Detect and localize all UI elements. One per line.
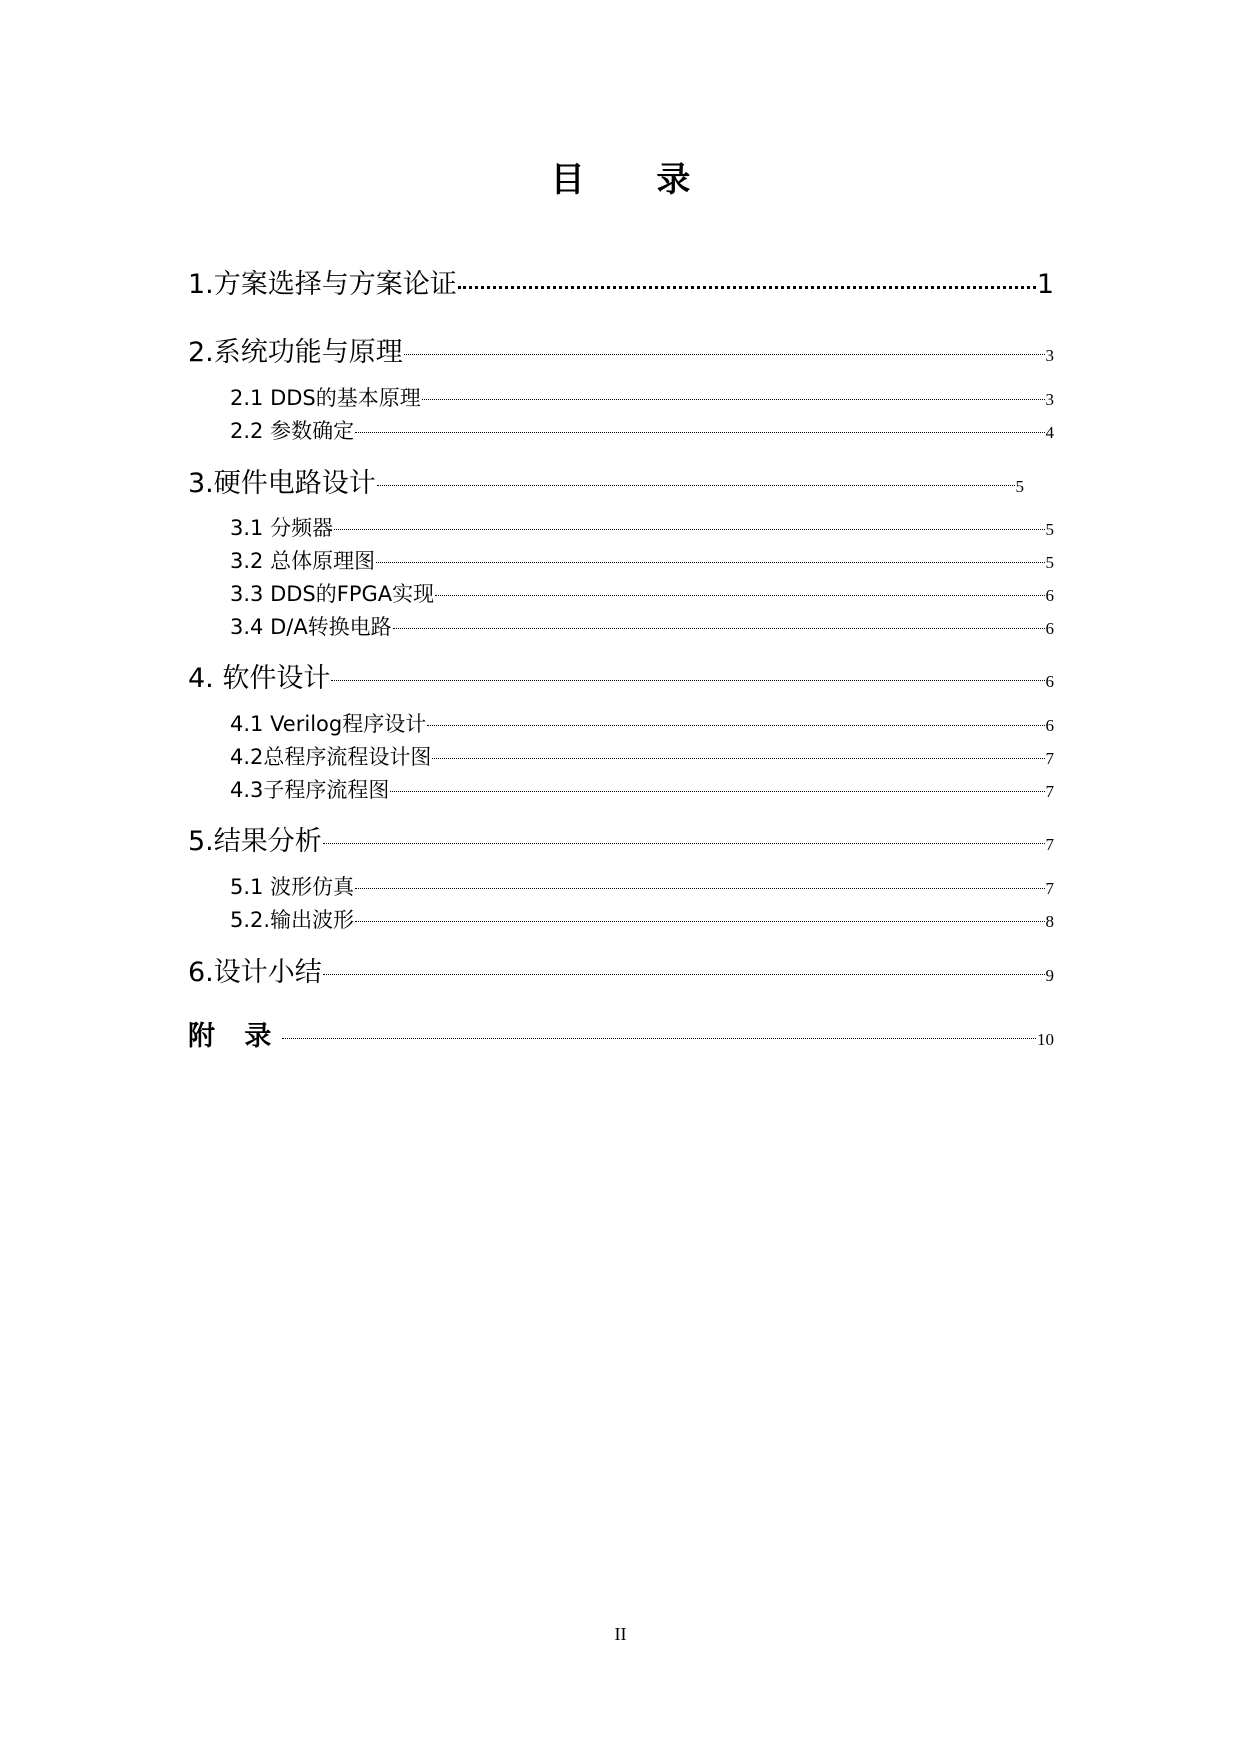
- toc-entry-page: 8: [1045, 912, 1054, 931]
- toc-dot-leader: [334, 514, 1044, 535]
- toc-entry-5-1[interactable]: [230, 871, 1054, 901]
- toc-entry-2[interactable]: [188, 330, 1054, 369]
- toc-entry-4-3[interactable]: [230, 774, 1054, 804]
- toc-dot-leader: [404, 334, 1045, 361]
- toc-entry-label: 4.2总程序流程设计图: [230, 745, 432, 769]
- toc-dot-leader: [323, 954, 1045, 981]
- toc-entry-label: 5.结果分析: [188, 826, 322, 857]
- toc-dot-leader: [355, 906, 1044, 927]
- toc-entry-label: 附 录: [188, 1021, 282, 1052]
- toc-entry-page: 1: [1036, 269, 1054, 300]
- toc-entry-label: 3.1 分频器: [230, 516, 334, 540]
- toc-entry-label: 4.3子程序流程图: [230, 778, 390, 802]
- toc-entry-5[interactable]: [188, 819, 1054, 858]
- toc-entry-page: 5: [1045, 520, 1054, 539]
- toc-dot-leader: [432, 743, 1044, 764]
- toc-entry-page: 3: [1045, 346, 1054, 365]
- toc-dot-leader: [323, 823, 1045, 850]
- toc-entry-2-2[interactable]: [230, 415, 1054, 445]
- toc-dot-leader: [435, 580, 1044, 601]
- toc-entry-4-1[interactable]: [230, 708, 1054, 738]
- toc-entry-page: 5: [1015, 477, 1024, 496]
- toc-dot-leader: [427, 710, 1044, 731]
- toc-entry-label: 3.4 D/A转换电路: [230, 615, 392, 639]
- toc-entry-1[interactable]: [188, 262, 1054, 301]
- toc-entry-5-2[interactable]: [230, 904, 1054, 934]
- toc-entry-appendix[interactable]: [188, 1014, 1054, 1053]
- toc-entry-page: 6: [1045, 619, 1054, 638]
- toc-entry-label: 4. 软件设计: [188, 663, 331, 694]
- toc-entry-3-3[interactable]: [230, 578, 1054, 608]
- toc-entry-label: 2.1 DDS的基本原理: [230, 386, 421, 410]
- toc-title: 目 录: [550, 160, 721, 200]
- toc-entry-label: 3.硬件电路设计: [188, 468, 376, 499]
- toc-entry-label: 3.2 总体原理图: [230, 549, 376, 573]
- toc-dot-leader: [377, 465, 1015, 492]
- toc-dot-leader: [355, 417, 1044, 438]
- toc-entry-label: 5.1 波形仿真: [230, 875, 355, 899]
- toc-entry-label: 1.方案选择与方案论证: [188, 269, 457, 300]
- page-number: II: [614, 1624, 627, 1644]
- toc-dot-leader: [376, 547, 1044, 568]
- toc-entry-3-4[interactable]: [230, 611, 1054, 641]
- toc-entry-3[interactable]: [188, 461, 1024, 500]
- toc-entry-page: 3: [1045, 390, 1054, 409]
- toc-entry-page: 6: [1045, 586, 1054, 605]
- toc-entry-label: 2.2 参数确定: [230, 419, 355, 443]
- toc-dot-leader: [393, 613, 1045, 634]
- toc-dot-leader: [282, 1018, 1036, 1045]
- toc-entry-4-2[interactable]: [230, 741, 1054, 771]
- toc-entry-label: 4.1 Verilog程序设计: [230, 712, 427, 736]
- toc-entry-page: 7: [1045, 749, 1054, 768]
- toc-dot-leader: [390, 776, 1044, 797]
- toc-entry-3-1[interactable]: [230, 512, 1054, 542]
- toc-entry-label: 5.2.输出波形: [230, 908, 355, 932]
- toc-dot-leader: [331, 660, 1044, 687]
- toc-entry-label: 6.设计小结: [188, 957, 322, 988]
- toc-entry-label: 3.3 DDS的FPGA实现: [230, 582, 435, 606]
- toc-dot-leader: [422, 384, 1045, 405]
- toc-entry-page: 6: [1045, 716, 1054, 735]
- toc-dot-leader: [355, 873, 1044, 894]
- toc-entry-3-2[interactable]: [230, 545, 1054, 575]
- toc-entry-4[interactable]: [188, 656, 1054, 695]
- toc-entry-page: 7: [1045, 835, 1054, 854]
- toc-entry-page: 7: [1045, 782, 1054, 801]
- toc-entry-label: 2.系统功能与原理: [188, 337, 403, 368]
- toc-entry-page: 4: [1045, 423, 1054, 442]
- toc-entry-page: 5: [1045, 553, 1054, 572]
- toc-dot-leader: [458, 266, 1036, 293]
- toc-entry-page: 10: [1037, 1030, 1054, 1049]
- toc-entry-page: 9: [1045, 966, 1054, 985]
- toc-entry-6[interactable]: [188, 950, 1054, 989]
- toc-entry-page: 6: [1045, 672, 1054, 691]
- toc-entry-2-1[interactable]: [230, 382, 1054, 412]
- toc-entry-page: 7: [1045, 879, 1054, 898]
